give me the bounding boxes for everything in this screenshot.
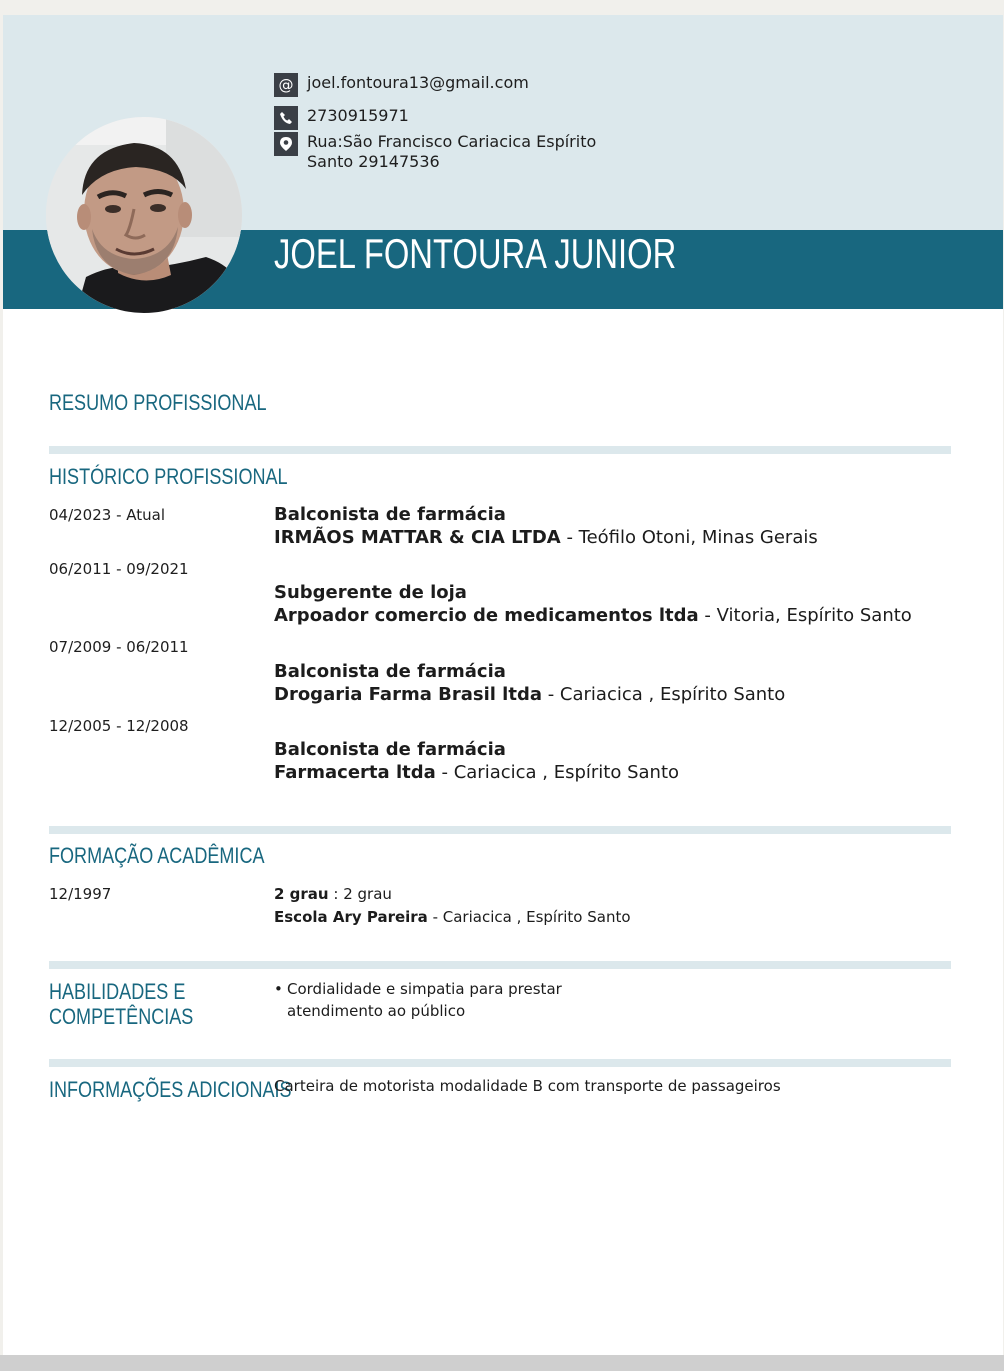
education-degree: 2 grau	[274, 885, 329, 903]
job-location: - Cariacica , Espírito Santo	[435, 762, 680, 783]
section-divider	[49, 961, 951, 969]
job-role: Subgerente de loja	[274, 582, 467, 603]
section-title-summary: RESUMO PROFISSIONAL	[49, 390, 267, 415]
job-location: - Cariacica , Espírito Santo	[541, 684, 786, 705]
job-dates: 12/2005 - 12/2008	[49, 717, 189, 735]
skill-text: Cordialidade e simpatia para prestar atendimento ao público	[287, 980, 562, 1020]
skills-title-line: COMPETÊNCIAS	[49, 1004, 194, 1029]
phone-icon	[274, 106, 298, 130]
job-entry	[274, 581, 912, 627]
job-role: Balconista de farmácia	[274, 661, 506, 682]
job-entry	[274, 503, 818, 549]
section-divider	[49, 1059, 951, 1067]
education-degree-detail: : 2 grau	[328, 885, 392, 903]
job-employer: IRMÃOS MATTAR & CIA LTDA	[274, 527, 561, 548]
education-school: Escola Ary Pareira	[274, 908, 428, 926]
contact-address-row	[274, 132, 607, 172]
job-employer: Farmacerta ltda	[274, 762, 436, 783]
section-title-skills	[49, 979, 193, 1029]
contact-phone-row	[274, 106, 617, 130]
education-location: - Cariacica , Espírito Santo	[427, 908, 631, 926]
contact-phone[interactable]: 2730915971	[307, 106, 409, 125]
job-entry	[274, 660, 785, 706]
section-divider	[49, 446, 951, 454]
bullet-icon: •	[274, 980, 283, 998]
job-location: - Vitoria, Espírito Santo	[698, 605, 912, 626]
job-employer: Arpoador comercio de medicamentos ltda	[274, 605, 699, 626]
profile-photo-illustration	[46, 117, 242, 313]
additional-info-text: Carteira de motorista modalidade B com transporte de passageiros	[274, 1077, 781, 1095]
contact-address: Rua:São Francisco Cariacica Espírito Santo 29147536	[307, 132, 597, 171]
section-title-additional: INFORMAÇÕES ADICIONAIS	[49, 1077, 292, 1102]
job-role: Balconista de farmácia	[274, 739, 506, 760]
section-title-history: HISTÓRICO PROFISSIONAL	[49, 464, 288, 489]
skill-item	[274, 978, 607, 1022]
profile-photo	[46, 117, 242, 313]
at-icon: @	[274, 73, 298, 97]
job-dates: 07/2009 - 06/2011	[49, 638, 189, 656]
job-entry	[274, 738, 679, 784]
location-pin-icon	[274, 132, 298, 156]
job-location: - Teófilo Otoni, Minas Gerais	[560, 527, 818, 548]
candidate-name: JOEL FONTOURA JUNIOR	[274, 230, 677, 277]
job-role: Balconista de farmácia	[274, 504, 506, 525]
section-title-education: FORMAÇÃO ACADÊMICA	[49, 843, 265, 868]
job-dates: 06/2011 - 09/2021	[49, 560, 189, 578]
contact-email-row	[274, 73, 617, 97]
contact-email[interactable]: joel.fontoura13@gmail.com	[307, 73, 529, 92]
skills-title-line: HABILIDADES E	[49, 979, 186, 1004]
bottom-edge	[0, 1355, 1004, 1371]
education-entry	[274, 883, 631, 929]
section-divider	[49, 826, 951, 834]
education-date: 12/1997	[49, 885, 112, 903]
job-dates: 04/2023 - Atual	[49, 506, 166, 524]
job-employer: Drogaria Farma Brasil ltda	[274, 684, 542, 705]
